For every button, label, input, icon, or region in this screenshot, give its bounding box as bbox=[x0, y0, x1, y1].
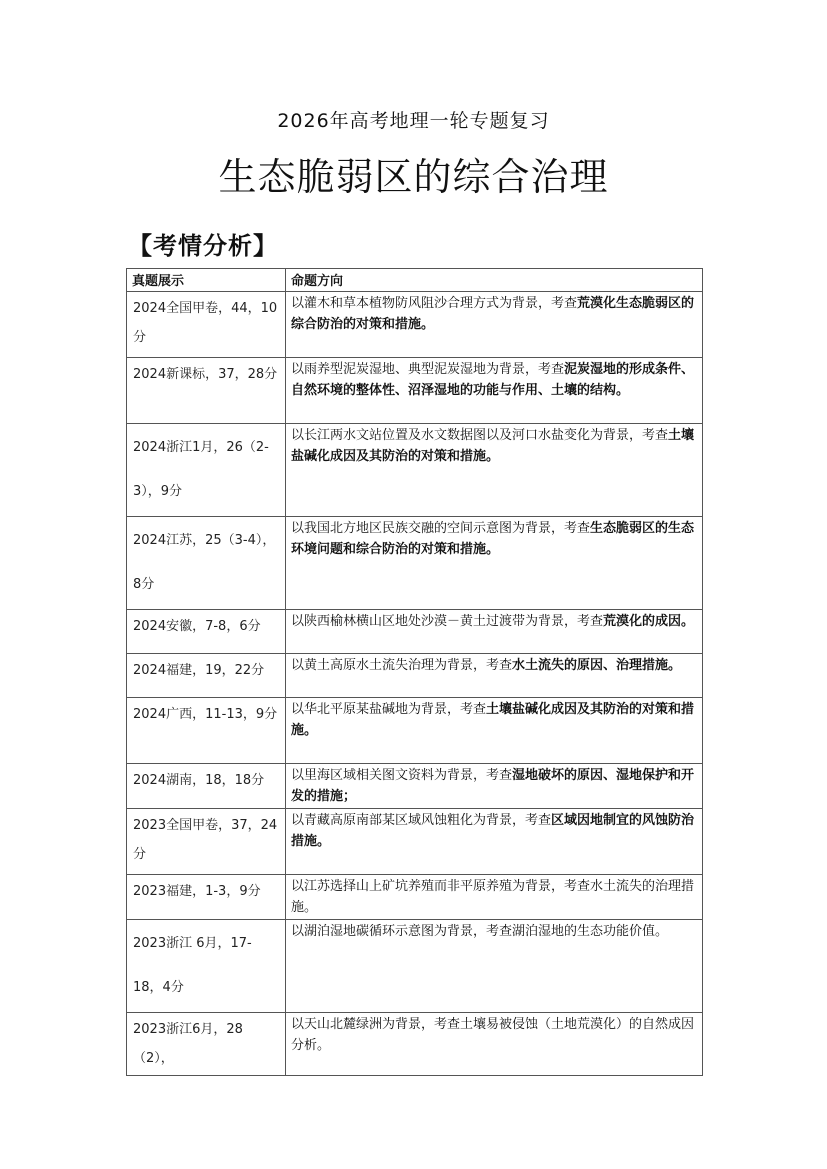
direction-plain: 以我国北方地区民族交融的空间示意图为背景，考查 bbox=[291, 521, 591, 536]
table-row bbox=[127, 1013, 703, 1076]
direction-bold: 土壤盐碱化成因及其防治的对策和措施。 bbox=[291, 702, 695, 738]
row-source: 2023全国甲卷，37，24分 bbox=[127, 809, 286, 875]
document-subtitle: 2026年高考地理一轮专题复习 bbox=[277, 110, 550, 132]
direction-plain: 以天山北麓绿洲为背景，考查土壤易被侵蚀（土地荒漠化）的自然成因分析。 bbox=[291, 1017, 695, 1053]
row-source: 2024湖南，18，18分 bbox=[127, 764, 286, 809]
table-row bbox=[127, 610, 703, 654]
section-heading: 【考情分析】 bbox=[128, 232, 278, 260]
row-direction bbox=[286, 698, 703, 764]
direction-plain: 以里海区域相关图文资料为背景，考查 bbox=[291, 768, 513, 783]
table-row bbox=[127, 424, 703, 517]
row-direction bbox=[286, 764, 703, 809]
row-direction bbox=[286, 1013, 703, 1076]
column-header-direction: 命题方向 bbox=[286, 269, 703, 292]
direction-bold: 荒漠化的成因。 bbox=[603, 614, 695, 629]
direction-bold: 土壤盐碱化成因及其防治的对策和措施。 bbox=[291, 428, 695, 464]
direction-bold: 湿地破坏的原因、湿地保护和开发的措施； bbox=[291, 768, 695, 804]
direction-plain: 以灌木和草本植物防风阻沙合理方式为背景，考查 bbox=[291, 296, 578, 311]
table-row bbox=[127, 875, 703, 920]
direction-plain: 以长江两水文站位置及水文数据图以及河口水盐变化为背景，考查 bbox=[291, 428, 669, 443]
direction-bold: 荒漠化生态脆弱区的综合防治的对策和措施。 bbox=[291, 296, 695, 332]
document-title: 生态脆弱区的综合治理 bbox=[218, 155, 609, 199]
direction-bold: 区域因地制宜的风蚀防治措施。 bbox=[291, 813, 695, 849]
direction-bold: 泥炭湿地的形成条件、自然环境的整体性、沼泽湿地的功能与作用、土壤的结构。 bbox=[291, 362, 695, 398]
direction-plain: 以江苏选择山上矿坑养殖而非平原养殖为背景，考查水土流失的治理措施。 bbox=[291, 879, 695, 915]
row-source: 2024福建，19，22分 bbox=[127, 654, 286, 698]
row-direction bbox=[286, 292, 703, 358]
row-source: 2023浙江 6月，17-18，4分 bbox=[127, 920, 286, 1013]
direction-bold: 生态脆弱区的生态环境问题和综合防治的对策和措施。 bbox=[291, 521, 695, 557]
row-source: 2024江苏，25（3-4），8分 bbox=[127, 517, 286, 610]
table-row bbox=[127, 809, 703, 875]
direction-plain: 以湖泊湿地碳循环示意图为背景，考查湖泊湿地的生态功能价值。 bbox=[291, 924, 669, 939]
table-row bbox=[127, 764, 703, 809]
table-header-row bbox=[127, 269, 703, 292]
direction-plain: 以青藏高原南部某区域风蚀粗化为背景，考查 bbox=[291, 813, 552, 828]
row-direction bbox=[286, 358, 703, 424]
column-header-source: 真题展示 bbox=[127, 269, 286, 292]
direction-plain: 以黄土高原水土流失治理为背景，考查 bbox=[291, 658, 513, 673]
table-row bbox=[127, 517, 703, 610]
row-source: 2023福建，1-3，9分 bbox=[127, 875, 286, 920]
row-source: 2024浙江1月，26（2-3），9分 bbox=[127, 424, 286, 517]
direction-plain: 以陕西榆林横山区地处沙漠－黄土过渡带为背景，考查 bbox=[291, 614, 604, 629]
table-row bbox=[127, 358, 703, 424]
row-direction bbox=[286, 424, 703, 517]
exam-analysis-table bbox=[126, 268, 703, 1076]
row-source: 2024安徽，7-8，6分 bbox=[127, 610, 286, 654]
row-direction bbox=[286, 610, 703, 654]
direction-bold: 水土流失的原因、治理措施。 bbox=[512, 658, 682, 673]
row-direction bbox=[286, 920, 703, 1013]
row-source: 2024新课标，37，28分 bbox=[127, 358, 286, 424]
row-source: 2023浙江6月，28（2）， bbox=[127, 1013, 286, 1076]
row-source: 2024广西，11-13，9分 bbox=[127, 698, 286, 764]
direction-plain: 以雨养型泥炭湿地、典型泥炭湿地为背景，考查 bbox=[291, 362, 565, 377]
table-row bbox=[127, 698, 703, 764]
row-direction bbox=[286, 875, 703, 920]
direction-plain: 以华北平原某盐碱地为背景，考查 bbox=[291, 702, 487, 717]
table-row bbox=[127, 292, 703, 358]
table-row bbox=[127, 920, 703, 1013]
row-source: 2024全国甲卷，44，10分 bbox=[127, 292, 286, 358]
row-direction bbox=[286, 517, 703, 610]
table-row bbox=[127, 654, 703, 698]
row-direction bbox=[286, 654, 703, 698]
row-direction bbox=[286, 809, 703, 875]
